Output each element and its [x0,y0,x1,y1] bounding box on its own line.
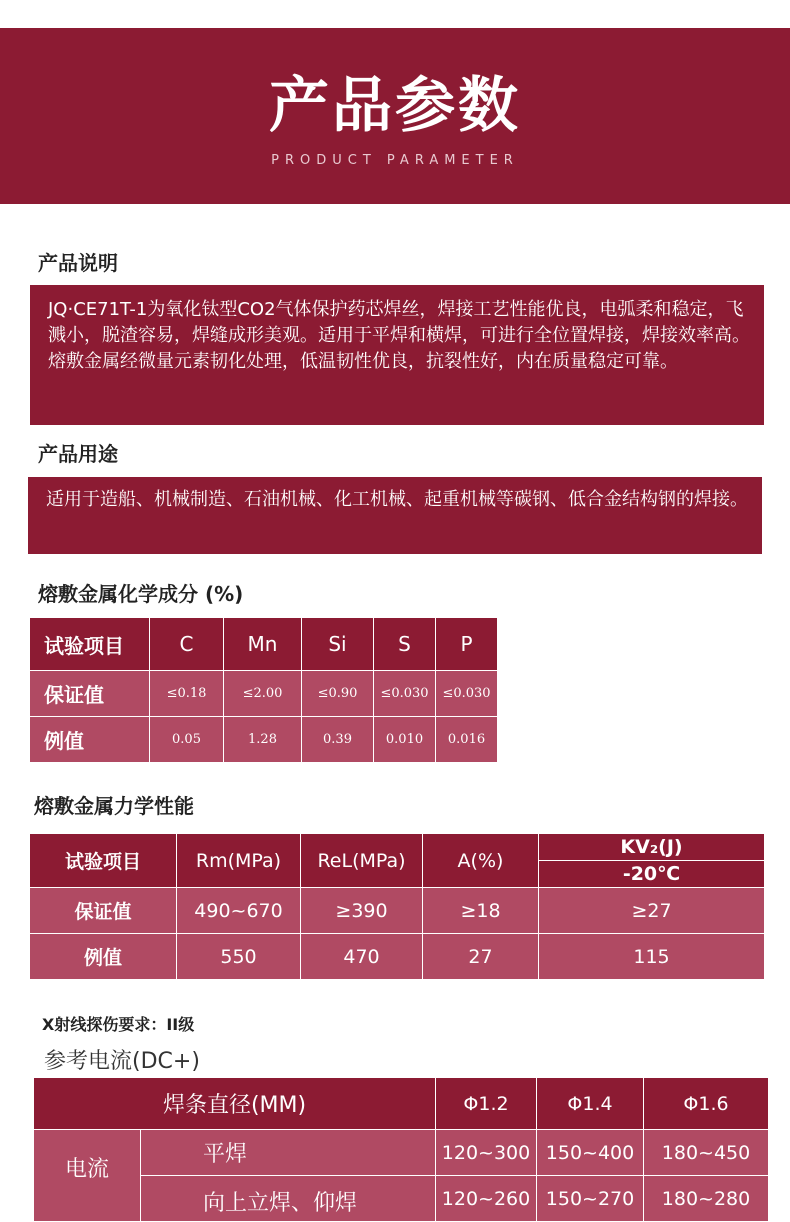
chem-header-cell: P [436,618,498,671]
chem-header-row [30,618,498,671]
page-subtitle: PRODUCT PARAMETER [271,153,519,168]
mech-header-cell: ReL(MPa) [301,834,423,888]
mech-cell: ≥27 [539,888,765,934]
current-table [33,1077,769,1222]
mech-cell: ≥390 [301,888,423,934]
chem-cell: 1.28 [224,717,302,763]
chem-cell: ≤0.030 [436,671,498,717]
mech-cell: 490~670 [177,888,301,934]
mech-example-row [30,934,765,980]
chem-header-cell: 试验项目 [30,618,150,671]
kv-temp: -20℃ [622,863,681,885]
usage-text: 适用于造船、机械制造、石油机械、化工机械、起重机械等碳钢、低合金结构钢的焊接。 [28,477,762,554]
flat-weld-row [34,1130,769,1176]
mech-row-label: 保证值 [30,888,177,934]
chem-header-cell: Mn [224,618,302,671]
header-banner [0,28,790,204]
diameter-cell: Φ1.2 [436,1078,537,1130]
chem-cell: ≤2.00 [224,671,302,717]
current-header-row [34,1078,769,1130]
mech-header-cell: 试验项目 [30,834,177,888]
description-heading: 产品说明 [38,251,118,275]
chem-row-label: 例值 [30,717,150,763]
mech-table [29,833,765,980]
kv-label: KV₂(J) [539,834,764,861]
current-cell: 120~260 [436,1176,537,1222]
current-heading: 参考电流(DC+) [44,1049,200,1074]
mech-cell: ≥18 [423,888,539,934]
chem-cell: 0.05 [150,717,224,763]
chem-table [29,617,498,763]
chem-heading: 熔敷金属化学成分 (%) [38,582,244,606]
mech-header-cell: A(%) [423,834,539,888]
mech-header-row [30,834,765,888]
current-cell: 150~270 [537,1176,644,1222]
chem-header-cell: C [150,618,224,671]
current-cell: 180~280 [644,1176,769,1222]
diameter-cell: Φ1.4 [537,1078,644,1130]
current-cell: 150~400 [537,1130,644,1176]
mech-row-label: 例值 [30,934,177,980]
mech-guarantee-row [30,888,765,934]
mech-cell: 115 [539,934,765,980]
vertical-weld-row [34,1176,769,1222]
mech-cell: 27 [423,934,539,980]
chem-cell: 0.016 [436,717,498,763]
usage-heading: 产品用途 [38,442,118,466]
current-cell: 120~300 [436,1130,537,1176]
vertical-weld-label: 向上立焊、仰焊 [141,1176,436,1222]
page-title: 产品参数 [269,71,521,141]
chem-header-cell: Si [302,618,374,671]
xray-requirement: X射线探伤要求：II级 [42,1015,195,1034]
mech-cell: 550 [177,934,301,980]
flat-weld-label: 平焊 [141,1130,436,1176]
chem-cell: ≤0.18 [150,671,224,717]
mech-kv-header [539,834,765,888]
description-text: JQ·CE71T-1为氧化钛型CO2气体保护药芯焊丝，焊接工艺性能优良，电弧柔和稳定，飞溅小，脱渣容易，焊缝成形美观。适用于平焊和横焊，可进行全位置焊接，焊接效率高。熔敷金属经微量元素韧化处理，低温韧性优良，抗裂性好，内在质量稳定可靠。 [30,285,764,425]
chem-header-cell: S [374,618,436,671]
mech-header-cell: Rm(MPa) [177,834,301,888]
chem-example-row [30,717,498,763]
chem-cell: 0.39 [302,717,374,763]
chem-cell: ≤0.90 [302,671,374,717]
chem-cell: ≤0.030 [374,671,436,717]
current-row-label: 电流 [34,1130,141,1222]
current-cell: 180~450 [644,1130,769,1176]
chem-guarantee-row [30,671,498,717]
mech-heading: 熔敷金属力学性能 [34,794,194,818]
chem-row-label: 保证值 [30,671,150,717]
diameter-cell: Φ1.6 [644,1078,769,1130]
diameter-label: 焊条直径(MM) [34,1078,436,1130]
mech-cell: 470 [301,934,423,980]
chem-cell: 0.010 [374,717,436,763]
